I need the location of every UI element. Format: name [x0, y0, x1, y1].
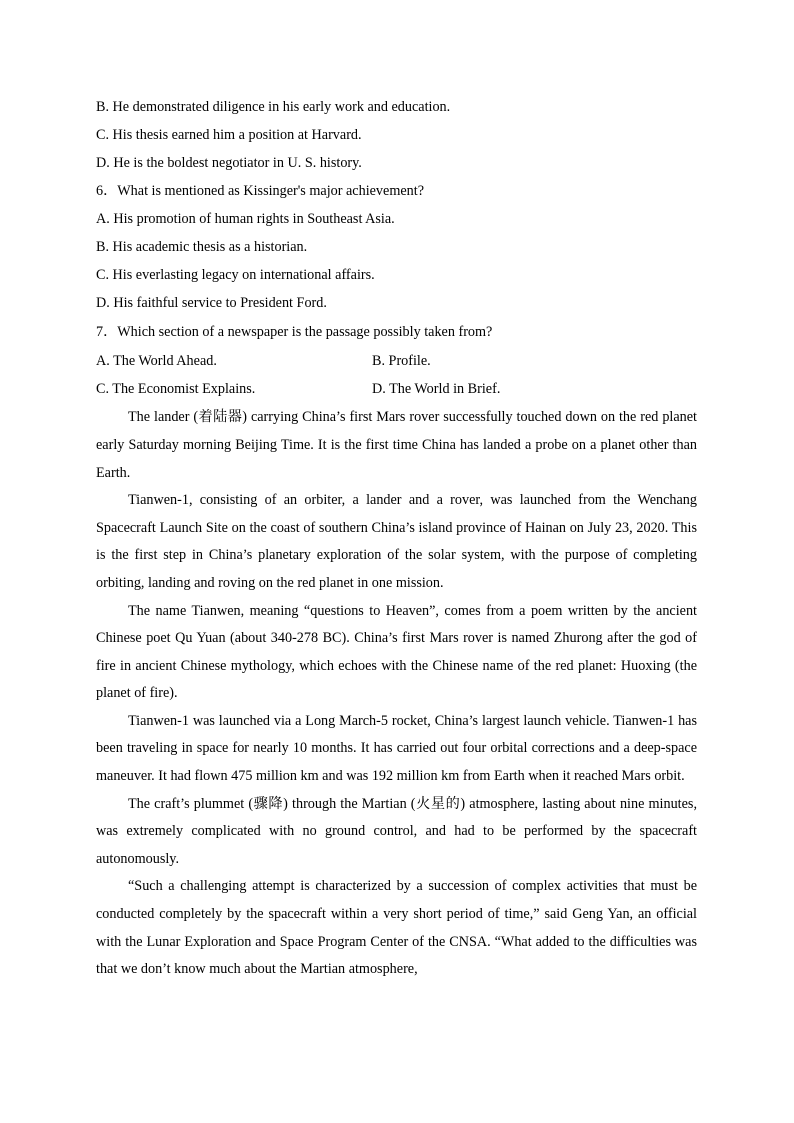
passage-paragraph-6: “Such a challenging attempt is characterized by a succession of complex activities that must be conducted completely by the spacecraft within a very short period of time,” said Geng Yan, an official with the Lunar Exploration and Space Program Center of the CNSA. “What added to the difficulties was that we don’t know much about the Martian atmosphere, [96, 878, 697, 978]
q6-option-a: A. His promotion of human rights in Southeast Asia. [96, 211, 395, 228]
document-content [96, 94, 697, 984]
q6-option-d: D. His faithful service to President Ford. [96, 294, 327, 311]
passage-paragraph-3: The name Tianwen, meaning “questions to Heaven”, comes from a poem written by the ancient Chinese poet Qu Yuan (about 340-278 BC). China’s first Mars rover is named Zhurong after the god of fire in ancient Chinese mythology, which echoes with the Chinese name of the red planet: Huoxing (the planet of fire). [96, 602, 697, 702]
passage-paragraph-2: Tianwen-1, consisting of an orbiter, a lander and a rover, was launched from the Wenchang Spacecraft Launch Site on the coast of southern China’s island province of Hainan on July 23, 2020. This is the first step in China’s planetary exploration of the solar system, with the purpose of completing orbiting, landing and roving on the red planet in one mission. [96, 492, 697, 591]
passage-paragraph-5: The craft’s plummet (骤降) through the Martian (火星的) atmosphere, lasting about nine minutes, was extremely complicated with no ground control, and had to be performed by the spacecraft autonomously. [96, 795, 697, 867]
q7-option-b: B. Profile. [372, 352, 431, 369]
passage-paragraph-4: Tianwen-1 was launched via a Long March-5 rocket, China’s largest launch vehicle. Tianwen-1 has been traveling in space for nearly 10 months. It has carried out four orbital corrections and a deep-space maneuver. It had flown 475 million km and was 192 million km from Earth when it reached Mars orbit. [96, 712, 697, 785]
q7-option-c: C. The Economist Explains. [96, 380, 256, 397]
q6-option-c: C. His everlasting legacy on international affairs. [96, 266, 375, 283]
q5-option-d: D. He is the boldest negotiator in U. S. history. [96, 154, 362, 171]
q7-options-row-2 [96, 375, 697, 403]
q7-options-row-1 [96, 347, 697, 375]
q5-option-c: C. His thesis earned him a position at Harvard. [96, 126, 362, 143]
passage-paragraph-1: The lander (着陆器) carrying China’s first Mars rover successfully touched down on the red planet early Saturday morning Beijing Time. It is the first time China has landed a probe on a planet other than Earth. [96, 409, 697, 481]
q7-option-d: D. The World in Brief. [372, 380, 501, 397]
q7-option-a: A. The World Ahead. [96, 352, 217, 369]
q7-question: 7．Which section of a newspaper is the passage possibly taken from? [96, 323, 493, 340]
q5-option-b: B. He demonstrated diligence in his early work and education. [96, 99, 451, 115]
q6-question: 6．What is mentioned as Kissinger's major achievement? [96, 183, 424, 200]
q6-option-b: B. His academic thesis as a historian. [96, 239, 308, 256]
